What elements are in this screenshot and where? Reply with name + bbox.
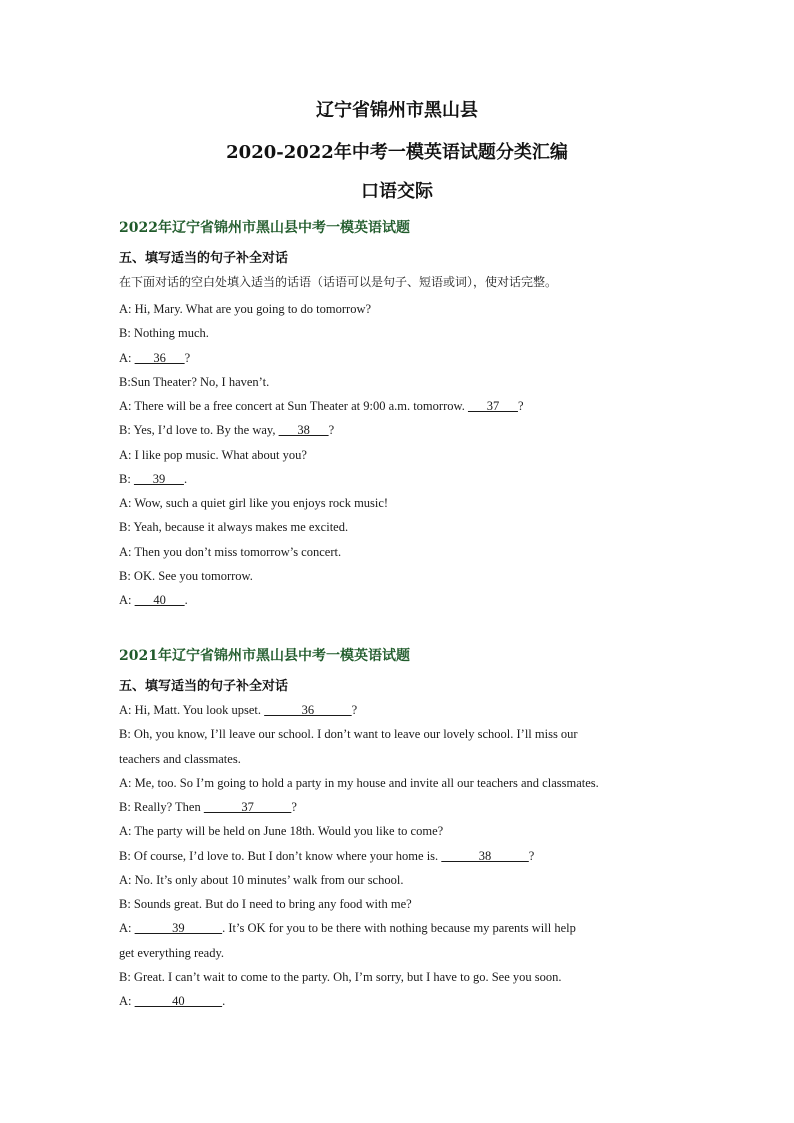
line-text-after: ? bbox=[328, 423, 335, 438]
line-text: B: Yeah, because it always makes me excited. bbox=[119, 520, 349, 535]
line-text: B: OK. See you tomorrow. bbox=[119, 568, 253, 583]
dialogue-line bbox=[119, 398, 679, 414]
answer-blank: 40 bbox=[134, 593, 185, 607]
line-text: A: Hi, Mary. What are you going to do tomorrow? bbox=[119, 302, 372, 316]
line-text: B: Great. I can’t wait to come to the party. Oh, I’m sorry, but I have to go. See you soon. bbox=[119, 969, 562, 984]
line-text: B:Sun Theater? No, I haven’t. bbox=[119, 374, 270, 389]
dialogue-line bbox=[119, 592, 679, 608]
dialogue-line bbox=[119, 447, 679, 463]
line-text-after: ? bbox=[184, 350, 191, 365]
doc-title-region: 辽宁省锦州市黑山县 bbox=[316, 100, 478, 121]
line-text: get everything ready. bbox=[119, 945, 225, 960]
line-text: A: bbox=[119, 350, 135, 365]
answer-blank: 37 bbox=[467, 399, 518, 413]
dialogue-line bbox=[119, 422, 679, 438]
answer-blank: 36 bbox=[264, 703, 352, 717]
dialogue-line bbox=[119, 726, 679, 742]
dialogue-line bbox=[119, 993, 679, 1009]
line-text: A: Me, too. So I’m going to hold a party in my house and invite all our teachers and classmates. bbox=[119, 775, 599, 790]
dialogue-line bbox=[119, 495, 679, 511]
line-text-after: ? bbox=[291, 800, 297, 814]
answer-blank: 37 bbox=[203, 800, 292, 814]
section-instruction: 在下面对话的空白处填入适当的话语（话语可以是句子、短语或词），使对话完整。 bbox=[119, 275, 558, 289]
line-text: A: There will be a free concert at Sun Theater at 9:00 a.m. tomorrow. bbox=[119, 399, 468, 413]
doc-title-collection: 2020-2022年中考一模英语试题分类汇编 bbox=[226, 142, 568, 163]
section-subhead: 五、填写适当的句子补全对话 bbox=[119, 251, 289, 266]
dialogue-line bbox=[119, 301, 679, 317]
dialogue-line bbox=[119, 945, 679, 961]
dialogue-line bbox=[119, 471, 679, 487]
line-text: A: The party will be held on June 18th. Would you like to come? bbox=[119, 824, 444, 839]
line-text: B: bbox=[119, 471, 134, 486]
line-text-after: . bbox=[183, 471, 188, 486]
answer-blank: 40 bbox=[134, 994, 223, 1008]
section-title: 2021年辽宁省锦州市黑山县中考一模英语试题 bbox=[119, 648, 410, 664]
answer-blank: 36 bbox=[134, 350, 185, 365]
dialogue-line bbox=[119, 775, 679, 791]
dialogue-line bbox=[119, 823, 679, 839]
dialogue-line bbox=[119, 896, 679, 912]
section-subhead: 五、填写适当的句子补全对话 bbox=[119, 679, 289, 694]
dialogue-line bbox=[119, 519, 679, 535]
line-text-after: . It’s OK for you to be there with nothing because my parents will help bbox=[222, 921, 576, 936]
dialogue-line bbox=[119, 374, 679, 390]
dialogue-line bbox=[119, 920, 679, 936]
line-text: B: Really? Then bbox=[119, 800, 204, 814]
dialogue-line bbox=[119, 325, 679, 341]
answer-blank: 38 bbox=[278, 423, 329, 438]
answer-blank: 39 bbox=[134, 921, 223, 936]
dialogue-line bbox=[119, 872, 679, 888]
line-text: B: Yes, I’d love to. By the way, bbox=[119, 423, 279, 438]
dialogue-line bbox=[119, 848, 679, 864]
line-text: A: bbox=[119, 994, 135, 1008]
line-text-after: ? bbox=[528, 848, 535, 863]
line-text: A: bbox=[119, 921, 135, 936]
line-text: A: bbox=[119, 593, 135, 607]
dialogue-line bbox=[119, 350, 679, 366]
line-text-after: ? bbox=[351, 703, 358, 717]
line-text: A: I like pop music. What about you? bbox=[119, 447, 307, 462]
line-text: B: Oh, you know, I’ll leave our school. I don’t want to leave our lovely school. I’ll miss our bbox=[119, 727, 578, 742]
doc-title-topic: 口语交际 bbox=[361, 181, 433, 202]
line-text-after: ? bbox=[517, 399, 524, 413]
line-text: B: Sounds great. But do I need to bring any food with me? bbox=[119, 897, 412, 911]
dialogue-line bbox=[119, 969, 679, 985]
line-text: B: Of course, I’d love to. But I don’t know where your home is. bbox=[119, 848, 442, 863]
dialogue-line bbox=[119, 751, 679, 767]
dialogue-line bbox=[119, 568, 679, 584]
line-text: A: No. It’s only about 10 minutes’ walk from our school. bbox=[119, 872, 404, 887]
line-text-after: . bbox=[184, 593, 188, 607]
section-title: 2022年辽宁省锦州市黑山县中考一模英语试题 bbox=[119, 220, 410, 236]
line-text: A: Wow, such a quiet girl like you enjoys rock music! bbox=[119, 496, 389, 510]
dialogue-line bbox=[119, 799, 679, 815]
line-text: A: Hi, Matt. You look upset. bbox=[119, 703, 265, 717]
line-text: A: Then you don’t miss tomorrow’s concert. bbox=[119, 544, 342, 559]
answer-blank: 39 bbox=[133, 471, 184, 486]
line-text-after: . bbox=[222, 994, 226, 1008]
dialogue-line bbox=[119, 544, 679, 560]
dialogue-line bbox=[119, 702, 679, 718]
line-text: B: Nothing much. bbox=[119, 326, 209, 341]
answer-blank: 38 bbox=[441, 848, 529, 863]
line-text: teachers and classmates. bbox=[119, 751, 241, 766]
